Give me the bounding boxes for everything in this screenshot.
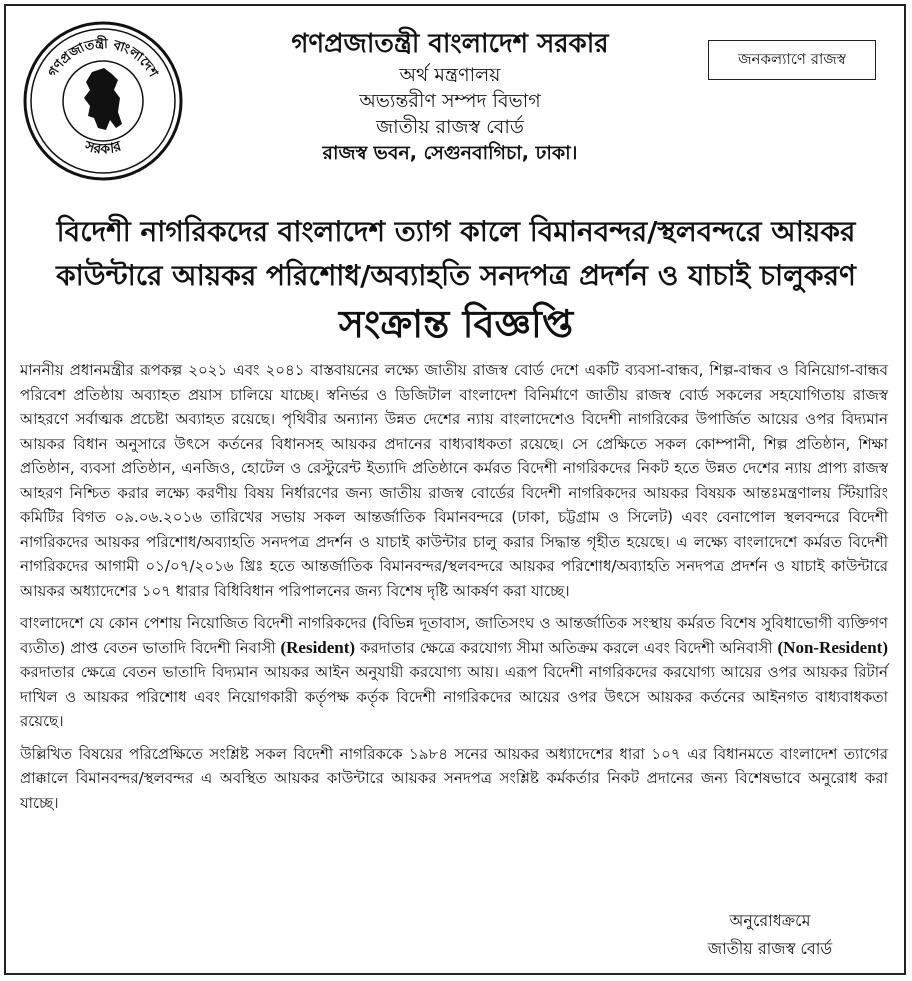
svg-text:গণপ্রজাতন্ত্রী বাংলাদেশ: গণপ্রজাতন্ত্রী বাংলাদেশ [45,36,161,80]
header-board: জাতীয় রাজস্ব বোর্ড [376,116,524,138]
signature-line-2: জাতীয় রাজস্ব বোর্ড [707,939,833,958]
letterhead [190,26,710,166]
signature-block [660,907,880,963]
title-line-1: বিদেশী নাগরিকদের বাংলাদেশ ত্যাগ কালে বিমানবন্দর/স্থলবন্দরে আয়কর [56,215,856,248]
government-seal-logo [22,20,184,182]
notice-body [20,358,888,823]
paragraph-2-text-a: বাংলাদেশে যে কোন পেশায় নিয়োজিত বিদেশী নাগরিকদের (বিভিন্ন দূতাবাস, জাতিসংঘ ও আন্তর্জাতিক সংস্থায় কর্মরত বিশেষ সুবিধাভোগী ব্যক্তিগণ ব্যতীত) প্রাপ্ত বেতন ভাতাদি বিদেশী নিবাসী [20,614,888,657]
paragraph-2 [20,611,888,734]
resident-term: (Resident) [280,637,356,657]
slogan-box: জনকল্যাণে রাজস্ব [708,40,876,80]
title-line-3: সংক্রান্ত বিজ্ঞপ্তি [338,302,574,346]
title-line-2: কাউন্টারে আয়কর পরিশোধ/অব্যাহতি সনদপত্র প্রদর্শন ও যাচাই চালুকরণ [56,259,856,292]
header-ministry: অর্থ মন্ত্রণালয় [399,64,501,86]
paragraph-1: মাননীয় প্রধানমন্ত্রীর রূপকল্প ২০২১ এবং ২০৪১ বাস্তবায়নের লক্ষ্যে জাতীয় রাজস্ব বোর্ড দেশে একটি ব্যবসা-বান্ধব, শিল্প-বান্ধব ও বিনিয়োগ-বান্ধব পরিবেশ প্রতিষ্ঠায় অব্যাহত প্রয়াস চালিয়ে যাচ্ছে। স্বনির্ভর ও ডিজিটাল বাংলাদেশ বিনির্মাণে জাতীয় রাজস্ব বোর্ড সকলের সহযোগিতায় রাজস্ব আহরণে সর্বাত্মক প্রচেষ্টা অব্যাহত রয়েছে। পৃথিবীর অন্যান্য উন্নত দেশের ন্যায় বাংলাদেশেও বিদেশী নাগরিকের উপার্জিত আয়ের ওপর বিদ্যমান আয়কর বিধান অনুসারে উৎসে কর্তনের বিধানসহ আয়কর প্রদানের বাধ্যবাধকতা রয়েছে। সে প্রেক্ষিতে সকল কোম্পানী, শিল্প প্রতিষ্ঠান, শিক্ষা প্রতিষ্ঠান, ব্যবসা প্রতিষ্ঠান, এনজিও, হোটেল ও রেস্টুরেন্ট ইত্যাদি প্রতিষ্ঠানে কর্মরত বিদেশী নাগরিকদের নিকট হতে উন্নত দেশের ন্যায় প্রাপ্য রাজস্ব আহরণ নিশ্চিত করার লক্ষ্যে করণীয় বিষয় নির্ধারণের জন্য জাতীয় রাজস্ব বোর্ডের বিদেশী নাগরিকদের আয়কর বিষয়ক আন্তঃমন্ত্রণালয় স্টিয়ারিং কমিটির বিগত ০৯.০৬.২০১৬ তারিখের সভায় সকল আন্তর্জাতিক বিমানবন্দরে (ঢাকা, চট্টগ্রাম ও সিলেট) এবং বেনাপোল স্থলবন্দরে বিদেশী নাগরিকদের আয়কর পরিশোধ/অব্যাহতি সনদপত্র প্রদর্শন ও যাচাই কাউন্টার চালু করার সিদ্ধান্ত গৃহীত হয়েছে। এ লক্ষ্যে বাংলাদেশে কর্মরত বিদেশী নাগরিকদের আগামী ০১/০৭/২০১৬ খ্রিঃ হতে আন্তর্জাতিক বিমানবন্দর/স্থলবন্দরে আয়কর পরিশোধ/অব্যাহতি সনদপত্র প্রদর্শন ও যাচাই কাউন্টারে আয়কর অধ্যাদেশের ১০৭ ধারার বিধিবিধান পরিপালনের জন্য বিশেষ দৃষ্টি আকর্ষণ করা যাচ্ছে। [20,361,888,600]
header-division: অভ্যন্তরীণ সম্পদ বিভাগ [359,90,541,112]
non-resident-term: (Non-Resident) [777,637,888,657]
bangladesh-map-icon [84,68,122,130]
signature-line-1: অনুরোধক্রমে [729,911,811,930]
paragraph-2-text-c: করদাতার ক্ষেত্রে বেতন ভাতাদি বিদ্যমান আয়কর আইন অনুযায়ী করযোগ্য আয়। এরূপ বিদেশী নাগরিকদের করযোগ্য আয়ের ওপর আয়কর রিটার্ন দাখিল ও আয়কর পরিশোধ এবং নিয়োগকারী কর্তৃপক্ষ কর্তৃক বিদেশী নাগরিকদের আয়ের ওপর উৎসে আয়কর কর্তনের আইনগত বাধ্যবাধকতা রয়েছে। [20,663,888,730]
header-address: রাজস্ব ভবন, সেগুনবাগিচা, ঢাকা। [322,142,578,164]
paragraph-3: উল্লিখিত বিষয়ের পরিপ্রেক্ষিতে সংশ্লিষ্ট সকল বিদেশী নাগরিককে ১৯৮৪ সনের আয়কর অধ্যাদেশের ধারা ১০৭ এর বিধানমতে বাংলাদেশ ত্যাগের প্রাক্কালে বিমানবন্দর/স্থলবন্দর এ অবস্থিত আয়কর কাউন্টারে আয়কর সনদপত্র সংশ্লিষ্ট কর্মকর্তার নিকট প্রদানের জন্য বিশেষভাবে অনুরোধ করা যাচ্ছে। [20,744,888,812]
paragraph-2-text-b: করদাতার ক্ষেত্রে করযোগ্য সীমা অতিক্রম করলে এবং বিদেশী অনিবাসী [355,638,778,657]
notice-title [14,210,898,350]
svg-text:সরকার: সরকার [82,138,124,158]
header-government-name: গণপ্রজাতন্ত্রী বাংলাদেশ সরকার [291,29,609,59]
